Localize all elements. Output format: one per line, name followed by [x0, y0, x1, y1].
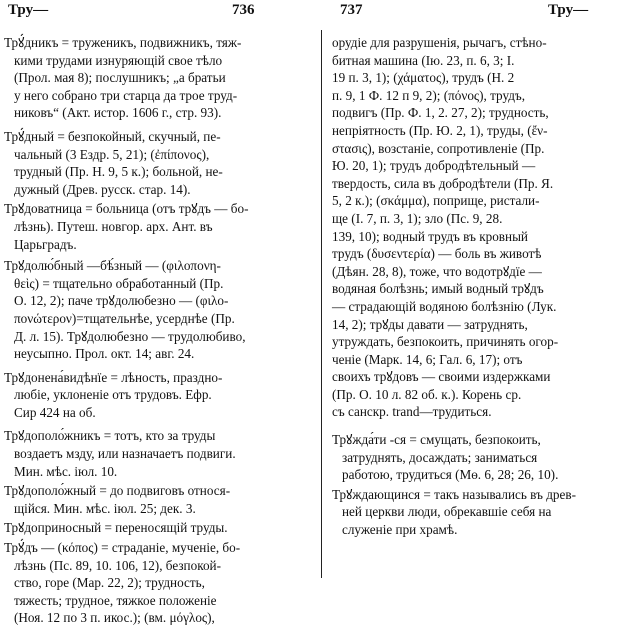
- entry-line: (Пр. О. 10 л. 82 об. к.). Корень ср.: [332, 386, 522, 402]
- entry-line: 19 п. 3, 1); (χάματος), трудъ (Н. 2: [332, 70, 515, 86]
- column-divider: [321, 30, 322, 578]
- dictionary-entry: [4, 34, 311, 122]
- dictionary-entry: [4, 482, 311, 517]
- entry-line: (Прол. мая 8); послушникъ; „а братьи: [14, 70, 226, 86]
- entry-line: Трꙋжда́ти -ся = смущать, безпокоить,: [332, 432, 541, 448]
- entry-line: работою, трудиться (Мѳ. 6, 28; 26, 10).: [342, 467, 559, 483]
- dictionary-entry: [4, 200, 311, 253]
- dictionary-entry: [4, 427, 311, 480]
- entry-line: Сир 424 на об.: [14, 404, 96, 420]
- entry-line: στασις), возстаніе, сопротивленіе (Пр.: [332, 140, 545, 156]
- entry-line: водяная болѣзнь; имый водный трꙋдъ: [332, 281, 544, 297]
- entry-line: πονώτερον)=тщательнѣе, усерднѣе (Пр.: [14, 310, 235, 326]
- entry-line: (Ноя. 12 по 3 п. икос.); (вм. μόγλος),: [14, 610, 215, 626]
- entry-line: трудъ (δυσεντερία) — боль въ животѣ: [332, 246, 542, 262]
- entry-line: Трꙋдолю́бный —бѣ́зный — (φιλοπονη-: [4, 258, 221, 274]
- entry-line: 139, 10); водный трудъ въ кровный: [332, 228, 528, 244]
- dictionary-column-right: [332, 34, 615, 539]
- dictionary-entry: [332, 34, 615, 421]
- entry-line: трудный (Пр. Н. 9, 5 к.); больной, не-: [14, 164, 223, 180]
- entry-line: неусыпно. Прол. окт. 14; авг. 24.: [14, 346, 195, 362]
- entry-line: Трꙋ́дъ — (κόπος) = страданіе, мученіе, бо-: [4, 540, 241, 556]
- dictionary-column-left: [4, 34, 311, 627]
- entry-line: служеніе при храмѣ.: [342, 522, 458, 538]
- dictionary-entry: [332, 486, 615, 539]
- entry-line: Трꙋдоприносный = переносящій труды.: [4, 520, 228, 536]
- entry-line: твердость, сила въ добродѣтели (Пр. Я.: [332, 175, 554, 191]
- entry-line: Трꙋдонена́видѣнїе = лѣность, праздно-: [4, 369, 223, 385]
- entry-line: 14, 2); трꙋды давати — затруднять,: [332, 316, 528, 332]
- entry-line: — страдающій водяною болѣзнію (Лук.: [332, 298, 557, 314]
- entry-line: лѣзнь). Путеш. новгор. арх. Ант. въ: [14, 218, 213, 234]
- entry-line: п. 9, 1 Ф. 12 п 9, 2); (πόνος), трудъ,: [332, 87, 526, 103]
- entry-line: любіе, уклоненіе отъ трудовъ. Ефр.: [14, 387, 212, 403]
- entry-line: Трꙋ́дный = безпокойный, скучный, пе-: [4, 128, 221, 144]
- entry-line: θεὶς) = тщательно обработанный (Пр.: [14, 275, 224, 291]
- running-head-left: Тру—: [8, 2, 49, 18]
- entry-line: ней церкви люди, обрекавшіе себя на: [342, 504, 552, 520]
- dictionary-entry: [4, 257, 311, 363]
- dictionary-entry: [4, 369, 311, 422]
- entry-line: Царьградъ.: [14, 236, 77, 252]
- page-number-left: 736: [232, 2, 255, 18]
- entry-line: воздаетъ мзду, или назначаетъ подвиги.: [14, 446, 236, 462]
- entry-line: съ санскр. trand—трудиться.: [332, 404, 492, 420]
- entry-line: подвигъ (Пр. Ф. 1, 2. 27, 2); трудность,: [332, 105, 549, 121]
- dictionary-entry: [332, 431, 615, 484]
- entry-line: Д. л. 15). Трꙋдолюбезно — трудолюбиво,: [14, 328, 246, 344]
- entry-line: затруднять, досаждать; заниматься: [342, 449, 538, 465]
- entry-line: Ю. 20, 1); трудъ добродѣтельный —: [332, 158, 536, 174]
- page-number-right: 737: [340, 2, 363, 18]
- entry-line: ченіе (Марк. 14, 6; Гал. 6, 17); отъ: [332, 351, 523, 367]
- entry-line: Трꙋдополо́жный = до подвиговъ относя-: [4, 483, 231, 499]
- entry-line: орудіе для разрушенія, рычагъ, стѣно-: [332, 35, 547, 50]
- entry-line: лѣзнь (Пс. 89, 10. 106, 12), безпокой-: [14, 557, 221, 573]
- entry-line: непріятность (Пр. Ю. 2, 1), труды, (ἔν-: [332, 122, 548, 138]
- entry-line: своихъ трꙋдовъ — своими издержками: [332, 369, 551, 385]
- entry-line: Трꙋдоватница = больница (отъ трꙋдъ — бо-: [4, 201, 249, 217]
- entry-line: тяжесть; трудное, тяжкое положеніе: [14, 592, 217, 608]
- entry-line: у него собрано три старца да трое труд-: [14, 87, 238, 103]
- entry-line: щійся. Мин. мѣс. іюл. 25; дек. 3.: [14, 500, 196, 516]
- entry-line: чальный (3 Ездр. 5, 21); (ἐπίπονος),: [14, 146, 210, 162]
- entry-line: дужный (Древ. русск. стар. 14).: [14, 181, 191, 197]
- dictionary-entry: [4, 519, 311, 537]
- running-head-right: Тру—: [548, 2, 589, 18]
- entry-line: ще (І. 7, п. 3, 1); зло (Пс. 9, 28.: [332, 210, 503, 226]
- entry-line: битная машина (Ію. 23, п. 6, 3; І.: [332, 52, 515, 68]
- entry-line: ство, горе (Мар. 22, 2); трудность,: [14, 575, 205, 591]
- entry-line: 5, 2 к.); (σκάμμα), поприще, ристали-: [332, 193, 540, 209]
- entry-line: Трꙋждающинся = такъ назывались въ древ-: [332, 486, 576, 502]
- entry-line: О. 12, 2); паче трꙋдолюбезно — (φιλο-: [14, 293, 229, 309]
- dictionary-entry: [4, 128, 311, 198]
- dictionary-entry: [4, 539, 311, 627]
- entry-line: Трꙋдополо́жникъ = тотъ, кто за труды: [4, 428, 216, 444]
- entry-line: никовъ“ (Акт. истор. 1606 г., стр. 93).: [14, 105, 222, 121]
- entry-line: утруждать, безпокоить, причинять огор-: [332, 334, 559, 350]
- entry-line: Мин. мѣс. іюл. 10.: [14, 463, 118, 479]
- entry-line: кими трудами изнуряющій свое тѣло: [14, 52, 223, 68]
- entry-line: (Дѣян. 28, 8), тоже, что водотрꙋдїе —: [332, 263, 542, 279]
- entry-line: Трꙋ́дникъ = труженикъ, подвижникъ, тяж-: [4, 35, 242, 50]
